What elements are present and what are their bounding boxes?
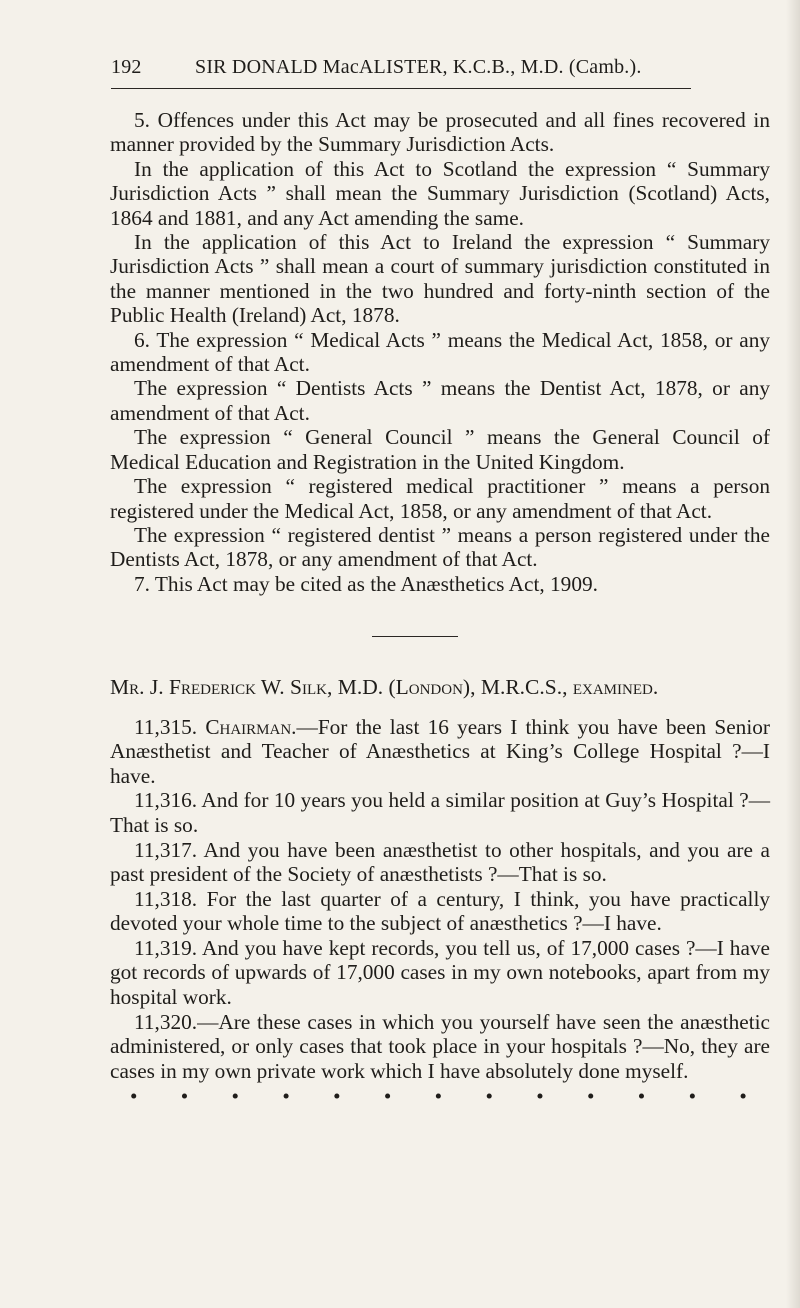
question-11319 xyxy=(110,936,770,1010)
header-rule xyxy=(111,88,691,89)
running-head-author: SIR DONALD MacALISTER, K.C.B., M.D. (Camb.). xyxy=(195,56,642,78)
question-number: 11,319. xyxy=(134,935,198,960)
question-number: 11,315. xyxy=(134,714,198,739)
witness-heading: Mr. J. Frederick W. Silk, M.D. (London), M.R.C.S., examined. xyxy=(110,675,659,700)
question-number: 11,320. xyxy=(134,1009,198,1034)
question-number: 11,318. xyxy=(134,886,198,911)
question-text: —For the last 16 years I think you have been Senior Anæsthetist and Teacher of Anæsthetics at King’s College Hospital ?—I have. xyxy=(110,714,770,788)
act-section-6: 6. The expression “ Medical Acts ” means the Medical Act, 1858, or any amendment of that Act. xyxy=(110,327,770,377)
question-11318 xyxy=(110,887,770,936)
page-edge-shadow xyxy=(786,0,800,1308)
question-11315 xyxy=(110,715,770,789)
question-11317 xyxy=(110,838,770,887)
act-section-7: 7. This Act may be cited as the Anæsthetics Act, 1909. xyxy=(134,571,598,596)
act-ireland-paragraph: In the application of this Act to Ireland the expression “ Summary Jurisdiction Acts ” shall mean a court of summary jurisdiction constituted in the manner mentioned in the two hundred and forty-ninth section of the Public Health (Ireland) Act, 1878. xyxy=(110,230,770,328)
question-text: And for 10 years you held a similar position at Guy’s Hospital ?—That is so. xyxy=(110,788,770,837)
act-scotland-paragraph: In the application of this Act to Scotland the expression “ Summary Jurisdiction Acts ” shall mean the Summary Jurisdiction (Scotland) Acts, 1864 and 1881, and any Act amending the same. xyxy=(110,156,770,230)
act-medical-practitioner-definition: The expression “ registered medical practitioner ” means a person registered under the Medical Act, 1858, or any amendment of that Act. xyxy=(110,474,770,523)
act-section-5: 5. Offences under this Act may be prosecuted and all fines recovered in manner provided by the Summary Jurisdiction Acts. xyxy=(110,108,770,157)
speaker-label: Chairman. xyxy=(205,714,297,739)
question-11320 xyxy=(110,1010,770,1084)
act-dentists-acts-definition: The expression “ Dentists Acts ” means the Dentist Act, 1878, or any amendment of that Act. xyxy=(110,376,770,425)
section-divider xyxy=(372,636,458,637)
ellipsis-dots: • • • • • • • • • • • • • xyxy=(130,1084,766,1109)
question-text: For the last quarter of a century, I think, you have practically devoted your whole time to the subject of anæsthetics ?—I have. xyxy=(110,886,771,936)
page-number: 192 xyxy=(111,56,142,78)
question-text: And you have been anæsthetist to other hospitals, and you are a past president of the Society of anæsthetists ?—That is so. xyxy=(110,837,770,887)
question-text: And you have kept records, you tell us, of 17,000 cases ?—I have got records of upwards of 17,000 cases in my own notebooks, apart from my hospital work. xyxy=(110,935,771,1010)
question-text: —Are these cases in which you yourself have seen the anæsthetic administered, or only cases that took place in your hospitals ?—No, they are cases in my own private work which I have absolutely done myself. xyxy=(110,1009,770,1083)
document-body xyxy=(110,108,770,1107)
question-number: 11,316. xyxy=(134,788,198,813)
act-registered-dentist-definition: The expression “ registered dentist ” means a person registered under the Dentists Act, 1878, or any amendment of that Act. xyxy=(110,522,770,572)
act-general-council-definition: The expression “ General Council ” means the General Council of Medical Education and Registration in the United Kingdom. xyxy=(110,425,770,474)
running-head xyxy=(111,56,691,90)
question-number: 11,317. xyxy=(134,837,198,862)
question-11316 xyxy=(110,788,770,837)
